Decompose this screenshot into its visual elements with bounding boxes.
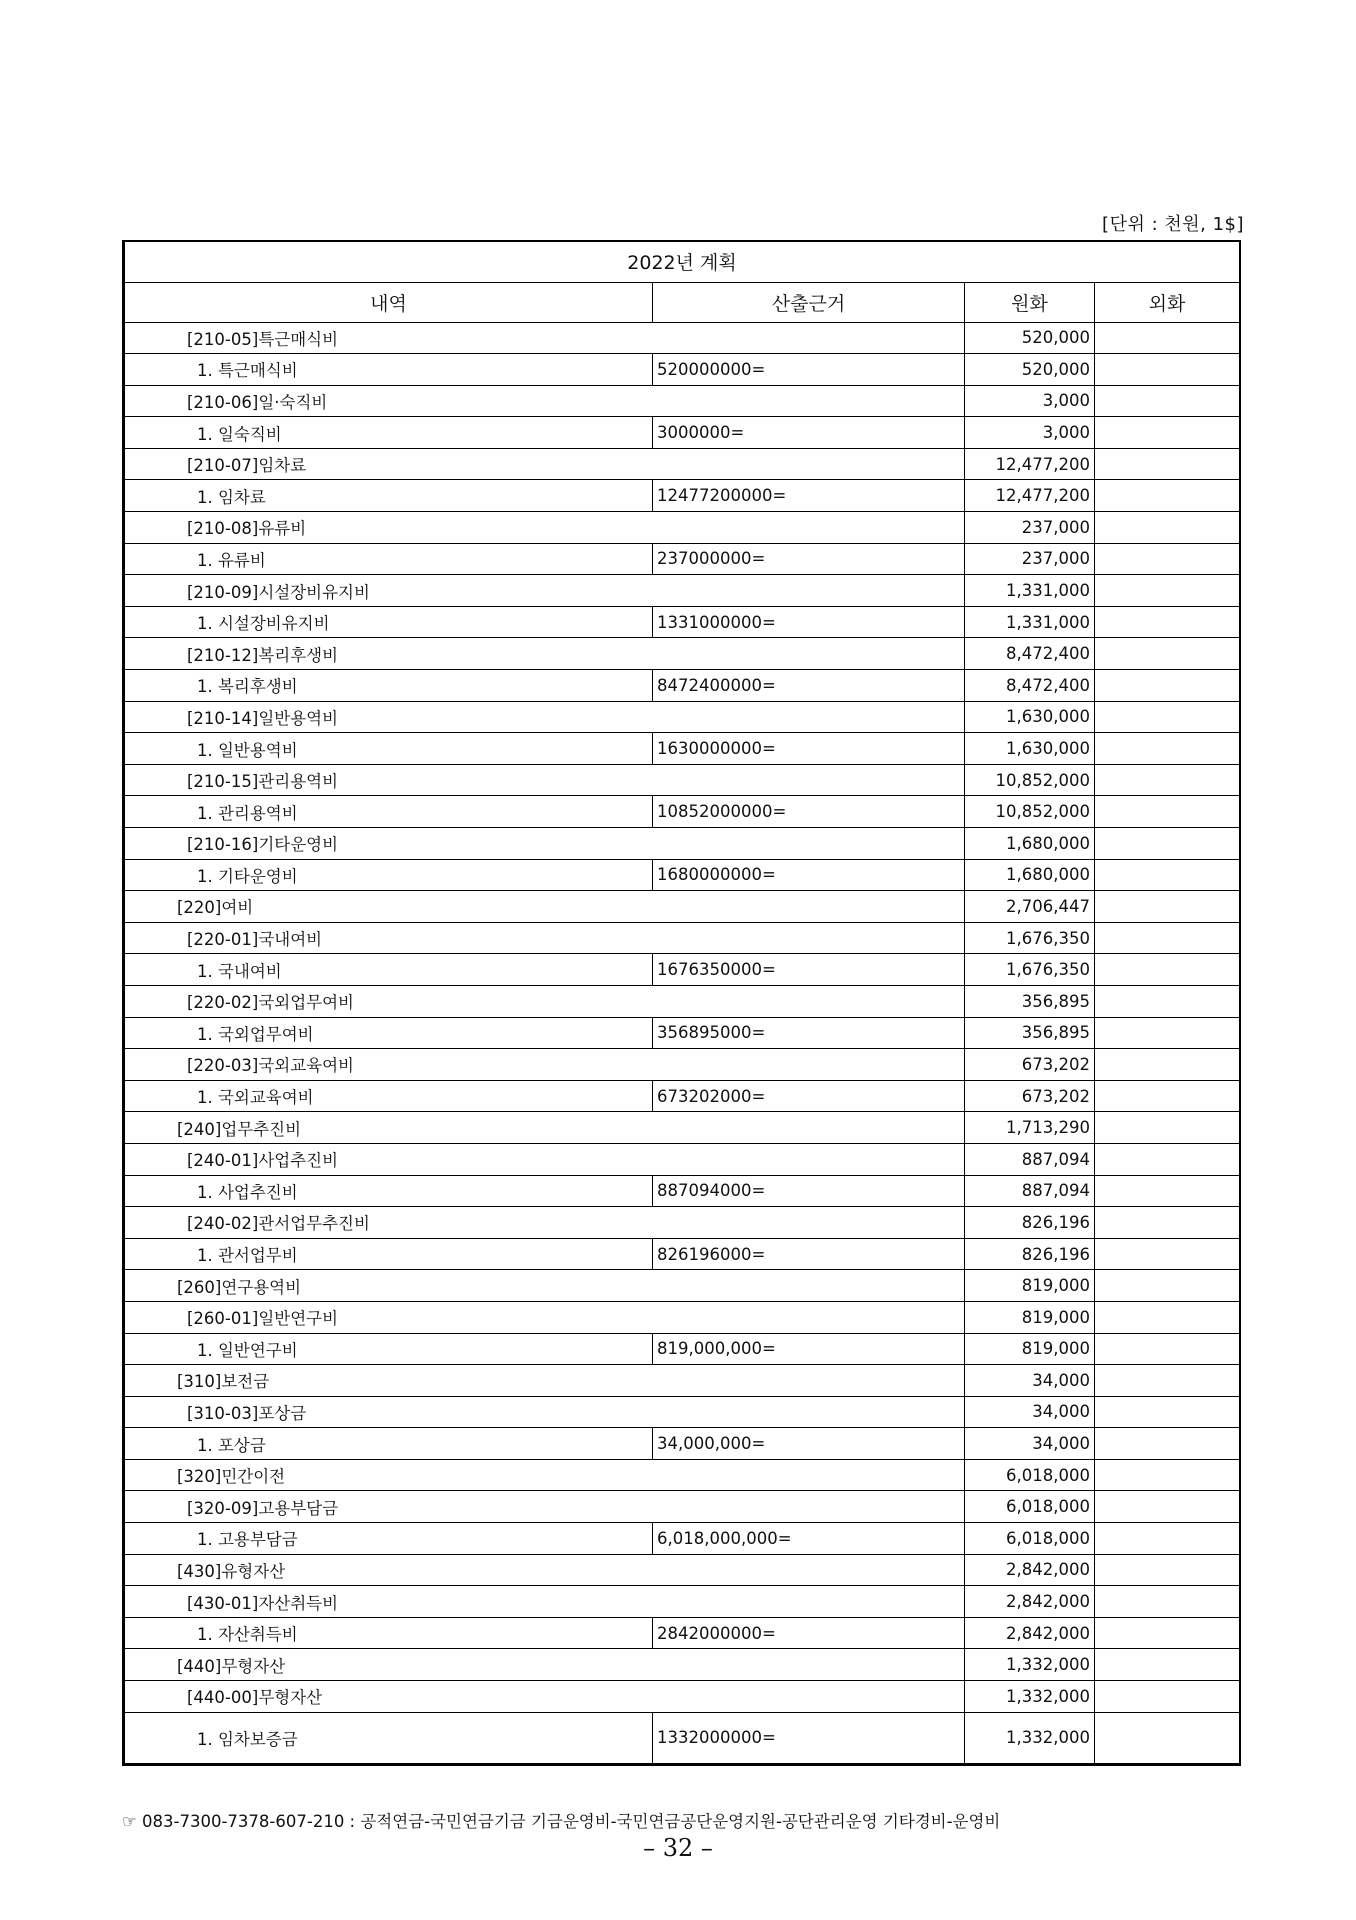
table-row: [125, 859, 1240, 891]
table-row: [125, 1523, 1240, 1555]
cell-krw: 10,852,000: [965, 796, 1095, 828]
table-row: [125, 1017, 1240, 1049]
cell-basis: 520000000=: [653, 354, 965, 386]
table-row: [125, 670, 1240, 702]
table-row: [125, 606, 1240, 638]
table-row: [125, 480, 1240, 512]
cell-item: [210-14]일반용역비: [125, 701, 965, 733]
cell-basis: 34,000,000=: [653, 1428, 965, 1460]
cell-item: 1. 기타운영비: [125, 859, 653, 891]
table-row: [125, 922, 1240, 954]
table-row: [125, 512, 1240, 544]
cell-krw: 1,680,000: [965, 828, 1095, 860]
cell-fx: [1095, 322, 1240, 354]
cell-item: [210-07]임차료: [125, 448, 965, 480]
cell-fx: [1095, 922, 1240, 954]
cell-krw: 1,630,000: [965, 733, 1095, 765]
cell-basis: 1332000000=: [653, 1712, 965, 1763]
cell-fx: [1095, 1459, 1240, 1491]
table-row: [125, 1617, 1240, 1649]
cell-krw: 8,472,400: [965, 670, 1095, 702]
cell-fx: [1095, 1554, 1240, 1586]
cell-fx: [1095, 1617, 1240, 1649]
cell-fx: [1095, 1712, 1240, 1763]
cell-item: [440-00]무형자산: [125, 1681, 965, 1713]
cell-krw: 34,000: [965, 1428, 1095, 1460]
cell-fx: [1095, 891, 1240, 923]
cell-krw: 819,000: [965, 1333, 1095, 1365]
table-row: [125, 1049, 1240, 1081]
cell-fx: [1095, 1333, 1240, 1365]
cell-item: 1. 임차보증금: [125, 1712, 653, 1763]
cell-fx: [1095, 480, 1240, 512]
table-row: [125, 1586, 1240, 1618]
cell-krw: 2,842,000: [965, 1617, 1095, 1649]
footer-note: ☞ 083-7300-7378-607-210 : 공적연금-국민연금기금 기금운영비-국민연금공단운영지원-공단관리운영 기타경비-운영비: [122, 1812, 1001, 1831]
header-basis: 산출근거: [653, 282, 965, 322]
cell-fx: [1095, 1301, 1240, 1333]
cell-item: [220-01]국내여비: [125, 922, 965, 954]
cell-krw: 3,000: [965, 417, 1095, 449]
table-row: [125, 1459, 1240, 1491]
cell-krw: 34,000: [965, 1365, 1095, 1397]
table-row: [125, 1301, 1240, 1333]
table-row: [125, 1112, 1240, 1144]
cell-item: [220]여비: [125, 891, 965, 923]
cell-krw: 12,477,200: [965, 480, 1095, 512]
cell-krw: 1,332,000: [965, 1649, 1095, 1681]
table-row: [125, 448, 1240, 480]
cell-krw: 1,630,000: [965, 701, 1095, 733]
cell-fx: [1095, 512, 1240, 544]
budget-table-container: [122, 240, 1241, 1766]
cell-item: 1. 일반연구비: [125, 1333, 653, 1365]
cell-item: [310]보전금: [125, 1365, 965, 1397]
cell-item: 1. 국외교육여비: [125, 1080, 653, 1112]
table-row: [125, 385, 1240, 417]
cell-item: [440]무형자산: [125, 1649, 965, 1681]
cell-item: 1. 관서업무비: [125, 1238, 653, 1270]
cell-fx: [1095, 1238, 1240, 1270]
cell-fx: [1095, 417, 1240, 449]
cell-krw: 10,852,000: [965, 764, 1095, 796]
header-fx: 외화: [1095, 282, 1240, 322]
cell-item: [210-08]유류비: [125, 512, 965, 544]
cell-fx: [1095, 1017, 1240, 1049]
table-row: [125, 322, 1240, 354]
cell-fx: [1095, 1143, 1240, 1175]
table-row: [125, 1270, 1240, 1302]
table-row: [125, 1365, 1240, 1397]
cell-item: 1. 특근매식비: [125, 354, 653, 386]
table-row: [125, 954, 1240, 986]
cell-krw: 887,094: [965, 1143, 1095, 1175]
table-row: [125, 796, 1240, 828]
cell-fx: [1095, 354, 1240, 386]
table-row: [125, 1080, 1240, 1112]
cell-krw: 1,676,350: [965, 954, 1095, 986]
cell-fx: [1095, 1396, 1240, 1428]
cell-krw: 6,018,000: [965, 1523, 1095, 1555]
cell-item: [210-15]관리용역비: [125, 764, 965, 796]
cell-item: 1. 국외업무여비: [125, 1017, 653, 1049]
table-row: [125, 1428, 1240, 1460]
cell-fx: [1095, 954, 1240, 986]
unit-note: [단위 : 천원, 1$]: [1102, 214, 1244, 235]
cell-item: 1. 임차료: [125, 480, 653, 512]
cell-item: 1. 자산취득비: [125, 1617, 653, 1649]
cell-basis: 10852000000=: [653, 796, 965, 828]
cell-krw: 826,196: [965, 1207, 1095, 1239]
cell-basis: 356895000=: [653, 1017, 965, 1049]
table-row: [125, 575, 1240, 607]
cell-fx: [1095, 670, 1240, 702]
cell-krw: 673,202: [965, 1080, 1095, 1112]
cell-fx: [1095, 1080, 1240, 1112]
table-row: [125, 638, 1240, 670]
cell-item: [240-02]관서업무추진비: [125, 1207, 965, 1239]
cell-item: 1. 유류비: [125, 543, 653, 575]
table-row: [125, 1238, 1240, 1270]
table-row: [125, 985, 1240, 1017]
cell-item: [220-03]국외교육여비: [125, 1049, 965, 1081]
table-row: [125, 1681, 1240, 1713]
cell-item: [210-05]특근매식비: [125, 322, 965, 354]
table-title: 2022년 계획: [125, 242, 1240, 282]
table-row: [125, 1712, 1240, 1763]
cell-krw: 1,713,290: [965, 1112, 1095, 1144]
cell-krw: 8,472,400: [965, 638, 1095, 670]
cell-fx: [1095, 859, 1240, 891]
cell-item: [430-01]자산취득비: [125, 1586, 965, 1618]
cell-krw: 887,094: [965, 1175, 1095, 1207]
cell-item: 1. 포상금: [125, 1428, 653, 1460]
cell-krw: 356,895: [965, 1017, 1095, 1049]
cell-item: [210-09]시설장비유지비: [125, 575, 965, 607]
cell-krw: 673,202: [965, 1049, 1095, 1081]
cell-krw: 1,331,000: [965, 606, 1095, 638]
cell-krw: 520,000: [965, 354, 1095, 386]
table-row: [125, 1207, 1240, 1239]
cell-fx: [1095, 543, 1240, 575]
cell-fx: [1095, 1365, 1240, 1397]
cell-fx: [1095, 385, 1240, 417]
cell-fx: [1095, 1112, 1240, 1144]
cell-krw: 2,706,447: [965, 891, 1095, 923]
cell-fx: [1095, 1175, 1240, 1207]
cell-basis: 3000000=: [653, 417, 965, 449]
table-row: [125, 354, 1240, 386]
cell-item: [260-01]일반연구비: [125, 1301, 965, 1333]
table-row: [125, 1649, 1240, 1681]
cell-basis: 1680000000=: [653, 859, 965, 891]
cell-krw: 237,000: [965, 512, 1095, 544]
cell-basis: 1630000000=: [653, 733, 965, 765]
cell-item: 1. 시설장비유지비: [125, 606, 653, 638]
cell-item: [260]연구용역비: [125, 1270, 965, 1302]
cell-item: 1. 국내여비: [125, 954, 653, 986]
cell-fx: [1095, 1681, 1240, 1713]
cell-krw: 356,895: [965, 985, 1095, 1017]
cell-item: 1. 일숙직비: [125, 417, 653, 449]
cell-fx: [1095, 1207, 1240, 1239]
cell-basis: 6,018,000,000=: [653, 1523, 965, 1555]
cell-item: [320-09]고용부담금: [125, 1491, 965, 1523]
cell-fx: [1095, 448, 1240, 480]
table-row: [125, 1554, 1240, 1586]
table-row: [125, 1396, 1240, 1428]
cell-krw: 12,477,200: [965, 448, 1095, 480]
table-row: [125, 543, 1240, 575]
cell-item: 1. 사업추진비: [125, 1175, 653, 1207]
table-row: [125, 1143, 1240, 1175]
cell-fx: [1095, 1523, 1240, 1555]
cell-krw: 237,000: [965, 543, 1095, 575]
cell-fx: [1095, 638, 1240, 670]
table-body: [125, 322, 1240, 1763]
cell-item: [210-16]기타운영비: [125, 828, 965, 860]
cell-basis: 1331000000=: [653, 606, 965, 638]
cell-basis: 2842000000=: [653, 1617, 965, 1649]
cell-fx: [1095, 701, 1240, 733]
cell-fx: [1095, 985, 1240, 1017]
cell-fx: [1095, 1586, 1240, 1618]
cell-krw: 2,842,000: [965, 1554, 1095, 1586]
cell-item: [210-12]복리후생비: [125, 638, 965, 670]
header-item: 내역: [125, 282, 653, 322]
cell-krw: 1,332,000: [965, 1681, 1095, 1713]
cell-item: 1. 복리후생비: [125, 670, 653, 702]
header-krw: 원화: [965, 282, 1095, 322]
cell-fx: [1095, 1649, 1240, 1681]
cell-item: 1. 관리용역비: [125, 796, 653, 828]
cell-item: 1. 고용부담금: [125, 1523, 653, 1555]
cell-fx: [1095, 828, 1240, 860]
table-row: [125, 1491, 1240, 1523]
cell-fx: [1095, 1049, 1240, 1081]
cell-item: [210-06]일·숙직비: [125, 385, 965, 417]
cell-basis: 819,000,000=: [653, 1333, 965, 1365]
cell-krw: 1,331,000: [965, 575, 1095, 607]
cell-krw: 1,680,000: [965, 859, 1095, 891]
table-row: [125, 1175, 1240, 1207]
cell-basis: 8472400000=: [653, 670, 965, 702]
table-row: [125, 417, 1240, 449]
table-row: [125, 891, 1240, 923]
table-row: [125, 701, 1240, 733]
cell-krw: 826,196: [965, 1238, 1095, 1270]
cell-basis: 887094000=: [653, 1175, 965, 1207]
cell-fx: [1095, 1428, 1240, 1460]
cell-basis: 237000000=: [653, 543, 965, 575]
budget-table: [124, 242, 1240, 1764]
cell-item: [220-02]국외업무여비: [125, 985, 965, 1017]
cell-fx: [1095, 1491, 1240, 1523]
cell-krw: 1,676,350: [965, 922, 1095, 954]
cell-basis: 12477200000=: [653, 480, 965, 512]
cell-item: [310-03]포상금: [125, 1396, 965, 1428]
cell-fx: [1095, 1270, 1240, 1302]
table-row: [125, 733, 1240, 765]
cell-basis: 826196000=: [653, 1238, 965, 1270]
cell-basis: 1676350000=: [653, 954, 965, 986]
cell-fx: [1095, 575, 1240, 607]
table-row: [125, 764, 1240, 796]
cell-krw: 819,000: [965, 1270, 1095, 1302]
cell-krw: 6,018,000: [965, 1459, 1095, 1491]
cell-fx: [1095, 733, 1240, 765]
table-row: [125, 1333, 1240, 1365]
cell-item: [240-01]사업추진비: [125, 1143, 965, 1175]
cell-item: 1. 일반용역비: [125, 733, 653, 765]
cell-krw: 2,842,000: [965, 1586, 1095, 1618]
cell-fx: [1095, 764, 1240, 796]
cell-krw: 34,000: [965, 1396, 1095, 1428]
cell-krw: 520,000: [965, 322, 1095, 354]
cell-item: [320]민간이전: [125, 1459, 965, 1491]
cell-item: [240]업무추진비: [125, 1112, 965, 1144]
cell-item: [430]유형자산: [125, 1554, 965, 1586]
page-number: – 32 –: [643, 1834, 713, 1862]
cell-krw: 6,018,000: [965, 1491, 1095, 1523]
cell-fx: [1095, 606, 1240, 638]
cell-fx: [1095, 796, 1240, 828]
cell-krw: 819,000: [965, 1301, 1095, 1333]
cell-basis: 673202000=: [653, 1080, 965, 1112]
cell-krw: 1,332,000: [965, 1712, 1095, 1763]
table-row: [125, 828, 1240, 860]
cell-krw: 3,000: [965, 385, 1095, 417]
